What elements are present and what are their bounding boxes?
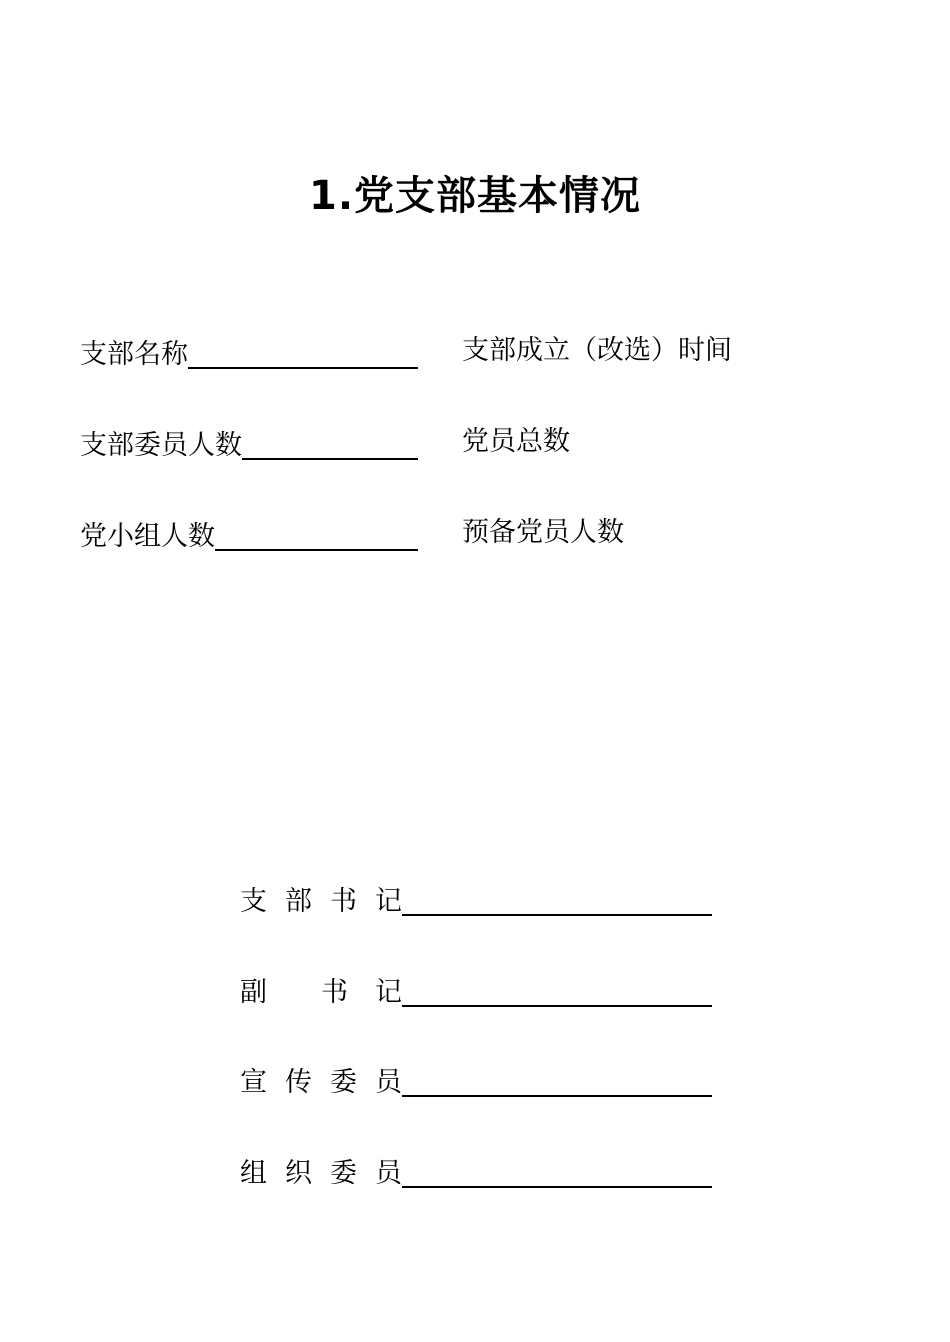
field-label: 支部名称 <box>80 339 188 370</box>
signature-row-publicity-member <box>240 1061 712 1101</box>
signature-line[interactable] <box>402 1063 712 1097</box>
label-char: 员 <box>375 1158 402 1189</box>
field-party-group-count <box>80 515 418 555</box>
label-char: 委 <box>330 1067 357 1098</box>
label-char: 员 <box>375 1067 402 1098</box>
fill-in-line[interactable] <box>215 517 418 551</box>
signature-row-organization-member <box>240 1152 712 1192</box>
label-char: 委 <box>330 1158 357 1189</box>
field-total-members: 党员总数 <box>462 426 570 457</box>
label-char: 传 <box>285 1067 312 1098</box>
page-title: 1.党支部基本情况 <box>308 173 642 219</box>
signature-label <box>240 1065 402 1101</box>
label-char: 宣 <box>240 1067 267 1098</box>
signature-label <box>240 975 402 1011</box>
signature-row-secretary <box>240 880 712 920</box>
field-branch-name <box>80 333 418 373</box>
field-committee-member-count <box>80 424 418 464</box>
field-probationary-members: 预备党员人数 <box>462 517 624 548</box>
signature-label <box>240 1156 402 1192</box>
label-char: 记 <box>375 977 402 1008</box>
signature-label <box>240 884 402 920</box>
label-char: 织 <box>285 1158 312 1189</box>
label-char: 组 <box>240 1158 267 1189</box>
field-label: 支部委员人数 <box>80 430 242 461</box>
signature-line[interactable] <box>402 1154 712 1188</box>
signature-line[interactable] <box>402 973 712 1007</box>
label-char: 书 <box>330 886 357 917</box>
label-char: 部 <box>285 886 312 917</box>
signature-line[interactable] <box>402 882 712 916</box>
label-char: 记 <box>375 886 402 917</box>
label-char: 副 <box>240 977 267 1008</box>
fill-in-line[interactable] <box>242 426 418 460</box>
signature-row-deputy-secretary <box>240 971 712 1011</box>
field-label: 党小组人数 <box>80 521 215 552</box>
field-established-time: 支部成立（改选）时间 <box>462 335 732 366</box>
label-char: 支 <box>240 886 267 917</box>
label-char: 书 <box>321 977 348 1008</box>
fill-in-line[interactable] <box>188 335 418 369</box>
